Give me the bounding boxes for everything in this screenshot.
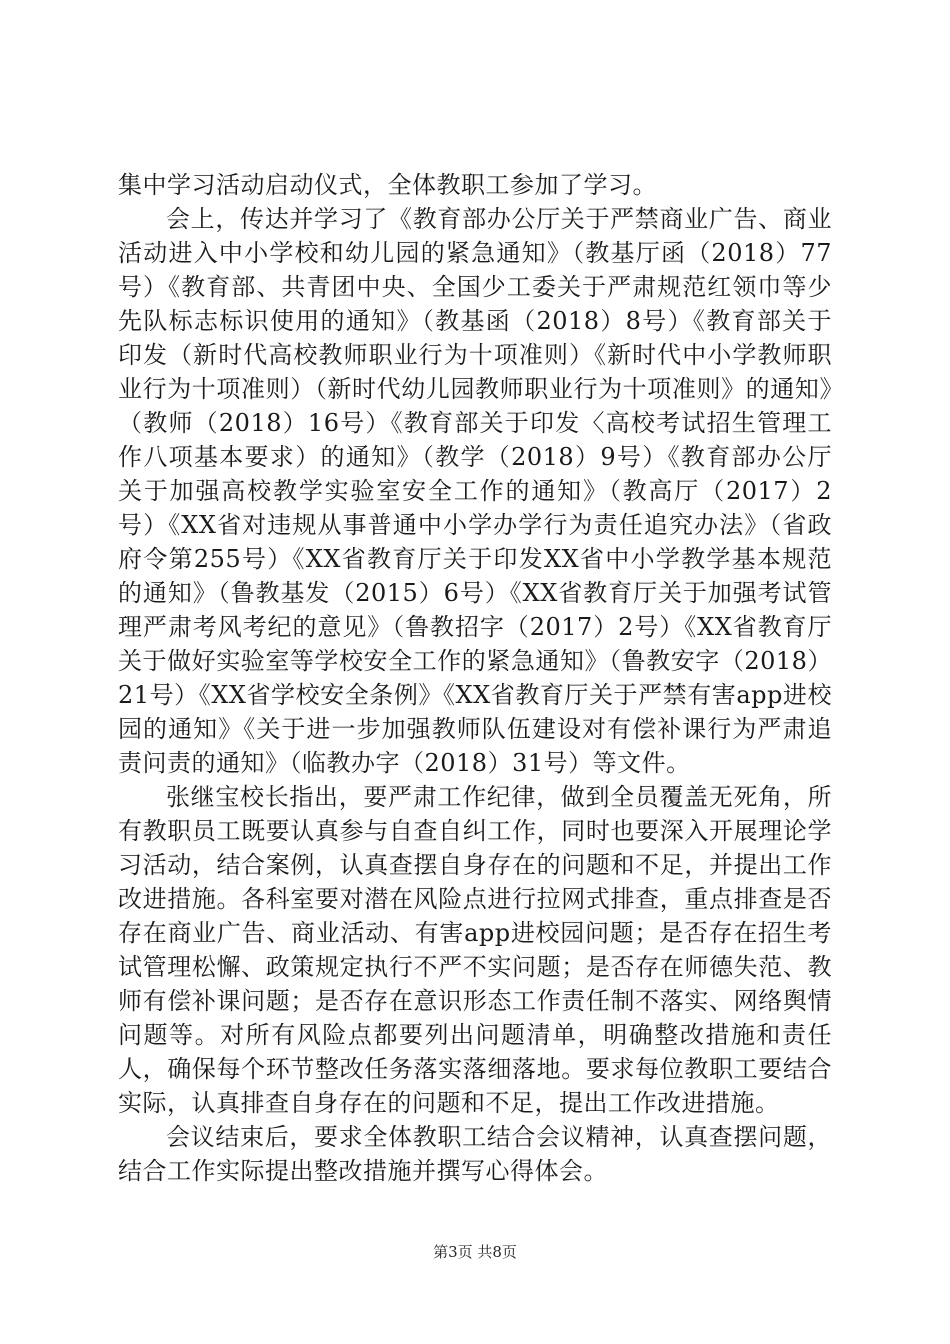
page-number-footer: 第3页 共8页 xyxy=(433,1243,517,1261)
paragraph-2: 会上，传达并学习了《教育部办公厅关于严禁商业广告、商业活动进入中小学校和幼儿园的紧急通知》（教基厅函（2018）77号）《教育部、共青团中央、全国少工委关于严肃规范红领巾等少先队标志标识使用的通知》（教基函（2018）8号）《教育部关于印发（新时代高校教师职业行为十项准则）《新时代中小学教师职业行为十项准则）（新时代幼儿园教师职业行为十项准则》的通知》（教师（2018）16号）《教育部关于印发〈高校考试招生管理工作八项基本要求）的通知》（教学（2018）9号）《教育部办公厅关于加强高校教学实验室安全工作的通知》（教高厅（2017）2号）《XX省对违规从事普通中小学办学行为责任追究办法》（省政府令第255号）《XX省教育厅关于印发XX省中小学教学基本规范的通知》（鲁教基发（2015）6号）《XX省教育厅关于加强考试管理严肃考风考纪的意见》（鲁教招字（2017）2号）《XX省教育厅关于做好实验室等学校安全工作的紧急通知》（鲁教安字（2018）21号）《XX省学校安全条例》《XX省教育厅关于严禁有害app进校园的通知》《关于进一步加强教师队伍建设对有偿补课行为严肃追责问责的通知》（临教办字（2018）31号）等文件。 xyxy=(118,205,832,777)
document-body xyxy=(118,168,832,1188)
paragraph-3: 张继宝校长指出，要严肃工作纪律，做到全员覆盖无死角，所有教职员工既要认真参与自查自纠工作，同时也要深入开展理论学习活动，结合案例，认真查摆自身存在的问题和不足，并提出工作改进措施。各科室要对潜在风险点进行拉网式排查，重点排查是否存在商业广告、商业活动、有害app进校园问题；是否存在招生考试管理松懈、政策规定执行不严不实问题；是否存在师德失范、教师有偿补课问题；是否存在意识形态工作责任制不落实、网络舆情问题等。对所有风险点都要列出问题清单，明确整改措施和责任人，确保每个环节整改任务落实落细落地。要求每位教职工要结合实际，认真排查自身存在的问题和不足，提出工作改进措施。 xyxy=(118,783,832,1117)
paragraph-1: 集中学习活动启动仪式，全体教职工参加了学习。 xyxy=(118,171,657,199)
paragraph-4: 会议结束后，要求全体教职工结合会议精神，认真查摆问题，结合工作实际提出整改措施并撰写心得体会。 xyxy=(118,1123,832,1185)
